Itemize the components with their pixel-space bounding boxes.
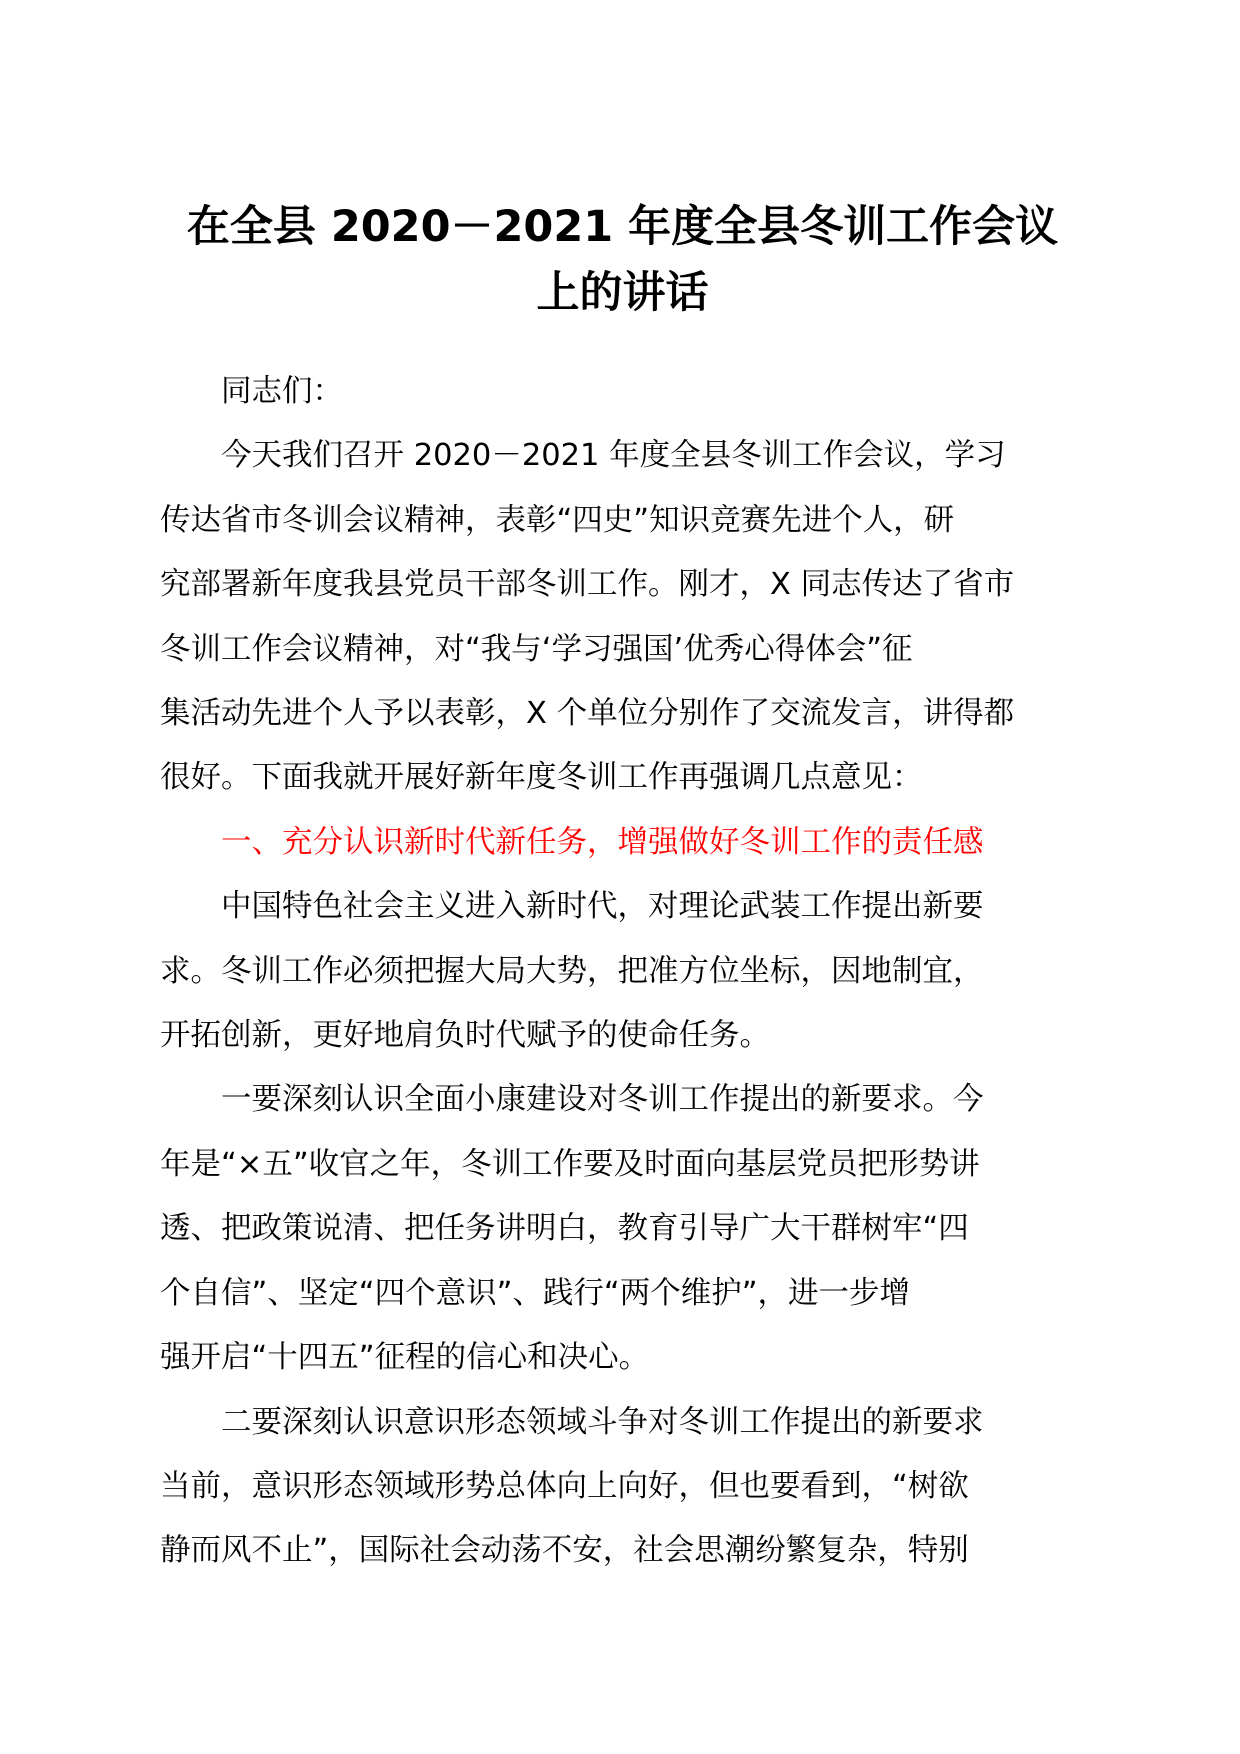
paragraph-point-two: [160, 1391, 1085, 1584]
text-line: 个自信”、坚定“四个意识”、践行“两个维护”，进一步增: [160, 1275, 911, 1311]
section-heading: [160, 811, 1085, 875]
document-body: [160, 360, 1085, 1584]
text-line: 开拓创新，更好地肩负时代赋予的使命任务。: [160, 1018, 770, 1054]
text-line: 求。冬训工作必须把握大局大势，把准方位坐标，因地制宜，: [160, 953, 984, 989]
text-line: 静而风不止”，国际社会动荡不安，社会思潮纷繁复杂，特别: [160, 1533, 969, 1569]
paragraph-intro: [160, 424, 1085, 810]
text-line: 冬训工作会议精神，对“我与‘学习强国’优秀心得体会”征: [160, 631, 913, 667]
document-title: [160, 194, 1085, 326]
title-line: 上的讲话: [536, 268, 709, 318]
text-line: 很好。下面我就开展好新年度冬训工作再强调几点意见：: [160, 760, 923, 796]
title-line: 在全县 2020－2021 年度全县冬训工作会议: [186, 202, 1059, 252]
salutation: [160, 360, 1085, 424]
text-line: 集活动先进个人予以表彰，X 个单位分别作了交流发言，讲得都: [160, 696, 1015, 732]
paragraph-point-one: [160, 1068, 1085, 1390]
text-line: 强开启“十四五”征程的信心和决心。: [160, 1340, 650, 1376]
document-page: [160, 0, 1085, 1754]
text-line: 究部署新年度我县党员干部冬训工作。刚才，X 同志传达了省市: [160, 567, 1015, 603]
salutation-line: 同志们：: [221, 374, 343, 409]
heading-line: 一、充分认识新时代新任务，增强做好冬训工作的责任感: [221, 824, 984, 860]
text-line: 二要深刻认识意识形态领域斗争对冬训工作提出的新要求: [221, 1404, 984, 1440]
text-line: 一要深刻认识全面小康建设对冬训工作提出的新要求。今: [221, 1082, 984, 1118]
text-line: 年是“×五”收官之年，冬训工作要及时面向基层党员把形势讲: [160, 1146, 980, 1182]
text-line: 透、把政策说清、把任务讲明白，教育引导广大干群树牢“四: [160, 1211, 969, 1247]
text-line: 传达省市冬训会议精神，表彰“四史”知识竞赛先进个人，研: [160, 502, 955, 538]
text-line: 中国特色社会主义进入新时代，对理论武装工作提出新要: [221, 889, 984, 925]
text-line: 当前，意识形态领域形势总体向上向好，但也要看到，“树欲: [160, 1468, 969, 1504]
paragraph-new-era: [160, 875, 1085, 1068]
text-line: 今天我们召开 2020－2021 年度全县冬训工作会议，学习: [221, 438, 1006, 474]
